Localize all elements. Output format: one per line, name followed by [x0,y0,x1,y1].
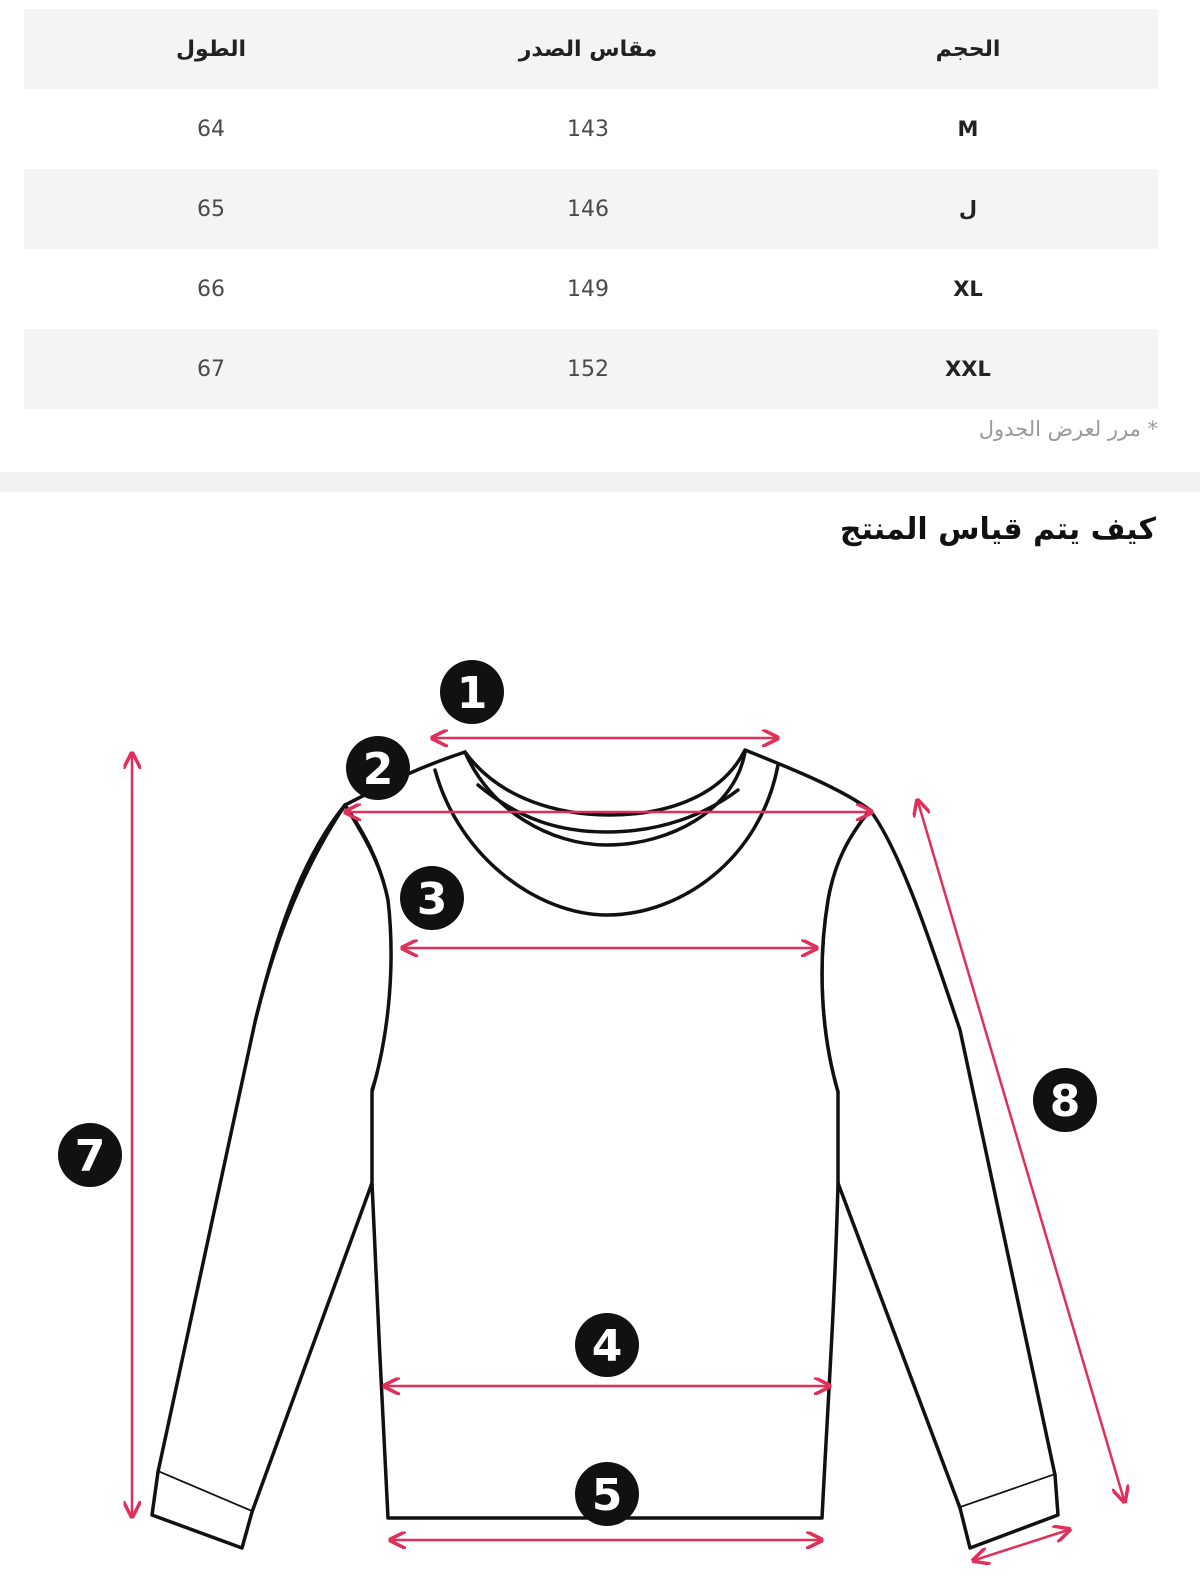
table-row [24,89,1158,169]
marker-1 [440,660,504,724]
cell-size: ل [958,197,978,221]
section-title: كيف يتم قياس المنتج [839,512,1156,547]
table-header-row [24,9,1158,89]
header-size: الحجم [935,36,1001,62]
marker-3 [400,866,464,930]
marker-7-label: 7 [74,1131,106,1182]
marker-2 [346,736,410,800]
marker-4 [575,1313,639,1377]
sweater-outline-icon [152,750,1058,1548]
cell-length: 66 [197,276,225,302]
marker-1-label: 1 [456,668,488,719]
size-table[interactable] [24,9,1158,409]
measurement-diagram [0,600,1200,1595]
cell-length: 67 [197,356,225,382]
cell-chest: 143 [567,116,609,142]
marker-5-label: 5 [591,1470,623,1521]
marker-5 [575,1462,639,1526]
table-row [24,329,1158,409]
table-row [24,249,1158,329]
marker-7 [58,1123,122,1187]
cell-chest: 152 [567,356,609,382]
cell-size: XXL [945,357,991,381]
marker-4-label: 4 [591,1321,623,1372]
cell-chest: 146 [567,196,609,222]
cell-size: XL [953,277,983,301]
marker-2-label: 2 [362,744,394,795]
header-length: الطول [175,36,247,62]
cell-length: 65 [197,196,225,222]
cell-length: 64 [197,116,225,142]
table-row [24,169,1158,249]
cell-chest: 149 [567,276,609,302]
marker-8 [1033,1068,1097,1132]
marker-8-label: 8 [1049,1076,1081,1127]
marker-3-label: 3 [416,874,448,925]
scroll-hint: * مرر لعرض الجدول [978,417,1158,441]
cell-size: M [957,117,979,141]
section-divider [0,472,1200,492]
header-chest: مقاس الصدر [518,36,658,62]
